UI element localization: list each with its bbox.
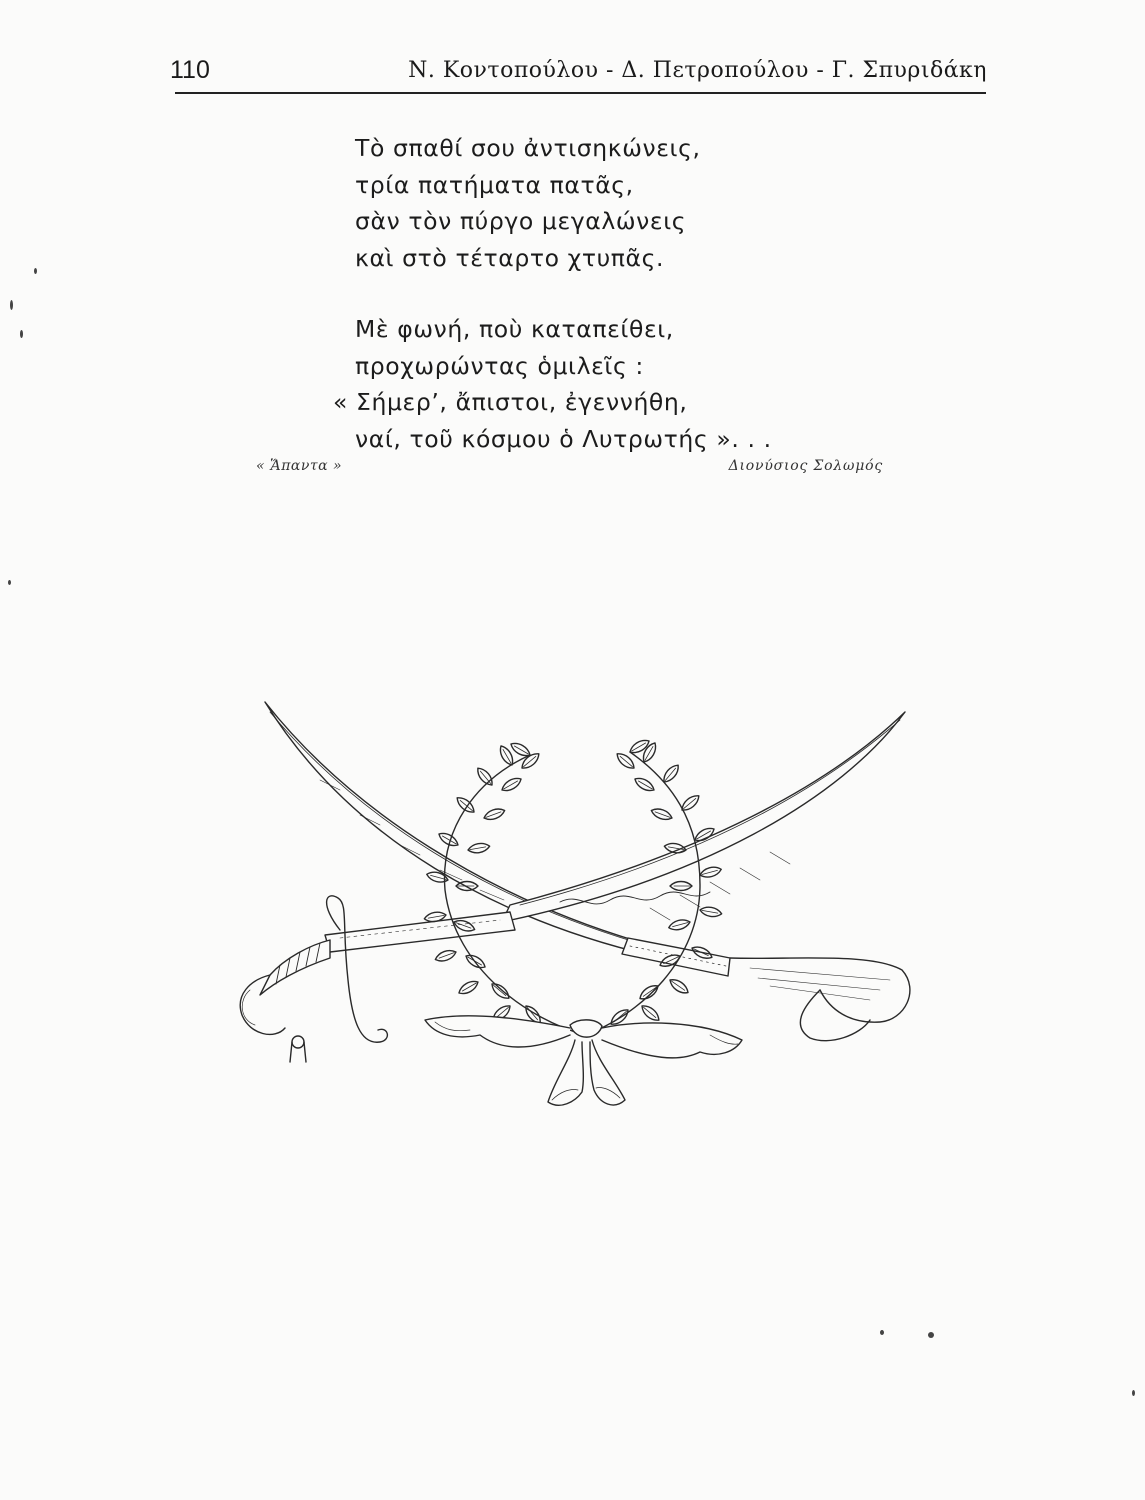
scan-speck [20, 330, 23, 338]
poem-line: ναί, τοῦ κόσμου ὁ Λυτρωτής ». . . [355, 424, 772, 453]
poem-line: προχωρώντας ὁμιλεῖς : [355, 351, 644, 380]
right-sabre [240, 712, 905, 1062]
poem [333, 130, 772, 457]
poem-line: καὶ στὸ τέταρτο χτυπᾶς. [355, 243, 665, 272]
stanza-1 [355, 130, 772, 276]
left-sabre [265, 702, 910, 1041]
scan-speck [34, 268, 37, 274]
page-number: 110 [170, 56, 210, 84]
poem-line: « Σήμερ’, ἄπιστοι, ἐγεννήθη, [333, 388, 688, 416]
source-citation: « Ἅπαντα » [256, 458, 343, 474]
laurel-wreath [424, 737, 723, 1035]
ribbon-bow [425, 1016, 742, 1105]
header-rule [175, 92, 986, 94]
poem-line: Τὸ σπαθί σου ἀντισηκώνεις, [355, 134, 701, 162]
scan-speck [1132, 1390, 1135, 1396]
stanza-2 [333, 311, 772, 457]
crossed-sabers-laurel-wreath-icon [230, 690, 920, 1130]
poem-line: τρία πατήματα πατᾶς, [355, 170, 634, 199]
author-name: Διονύσιος Σολωμός [728, 458, 883, 474]
scan-speck [880, 1330, 884, 1335]
scan-speck [8, 580, 11, 585]
scan-speck [10, 300, 13, 310]
scan-speck [928, 1332, 934, 1338]
poem-line: σὰν τὸν πύργο μεγαλώνεις [355, 207, 687, 235]
running-head: Ν. Κοντοπούλου - Δ. Πετροπούλου - Γ. Σπυριδάκη [408, 58, 987, 83]
poem-line: Μὲ φωνή, ποὺ καταπείθει, [355, 315, 674, 343]
